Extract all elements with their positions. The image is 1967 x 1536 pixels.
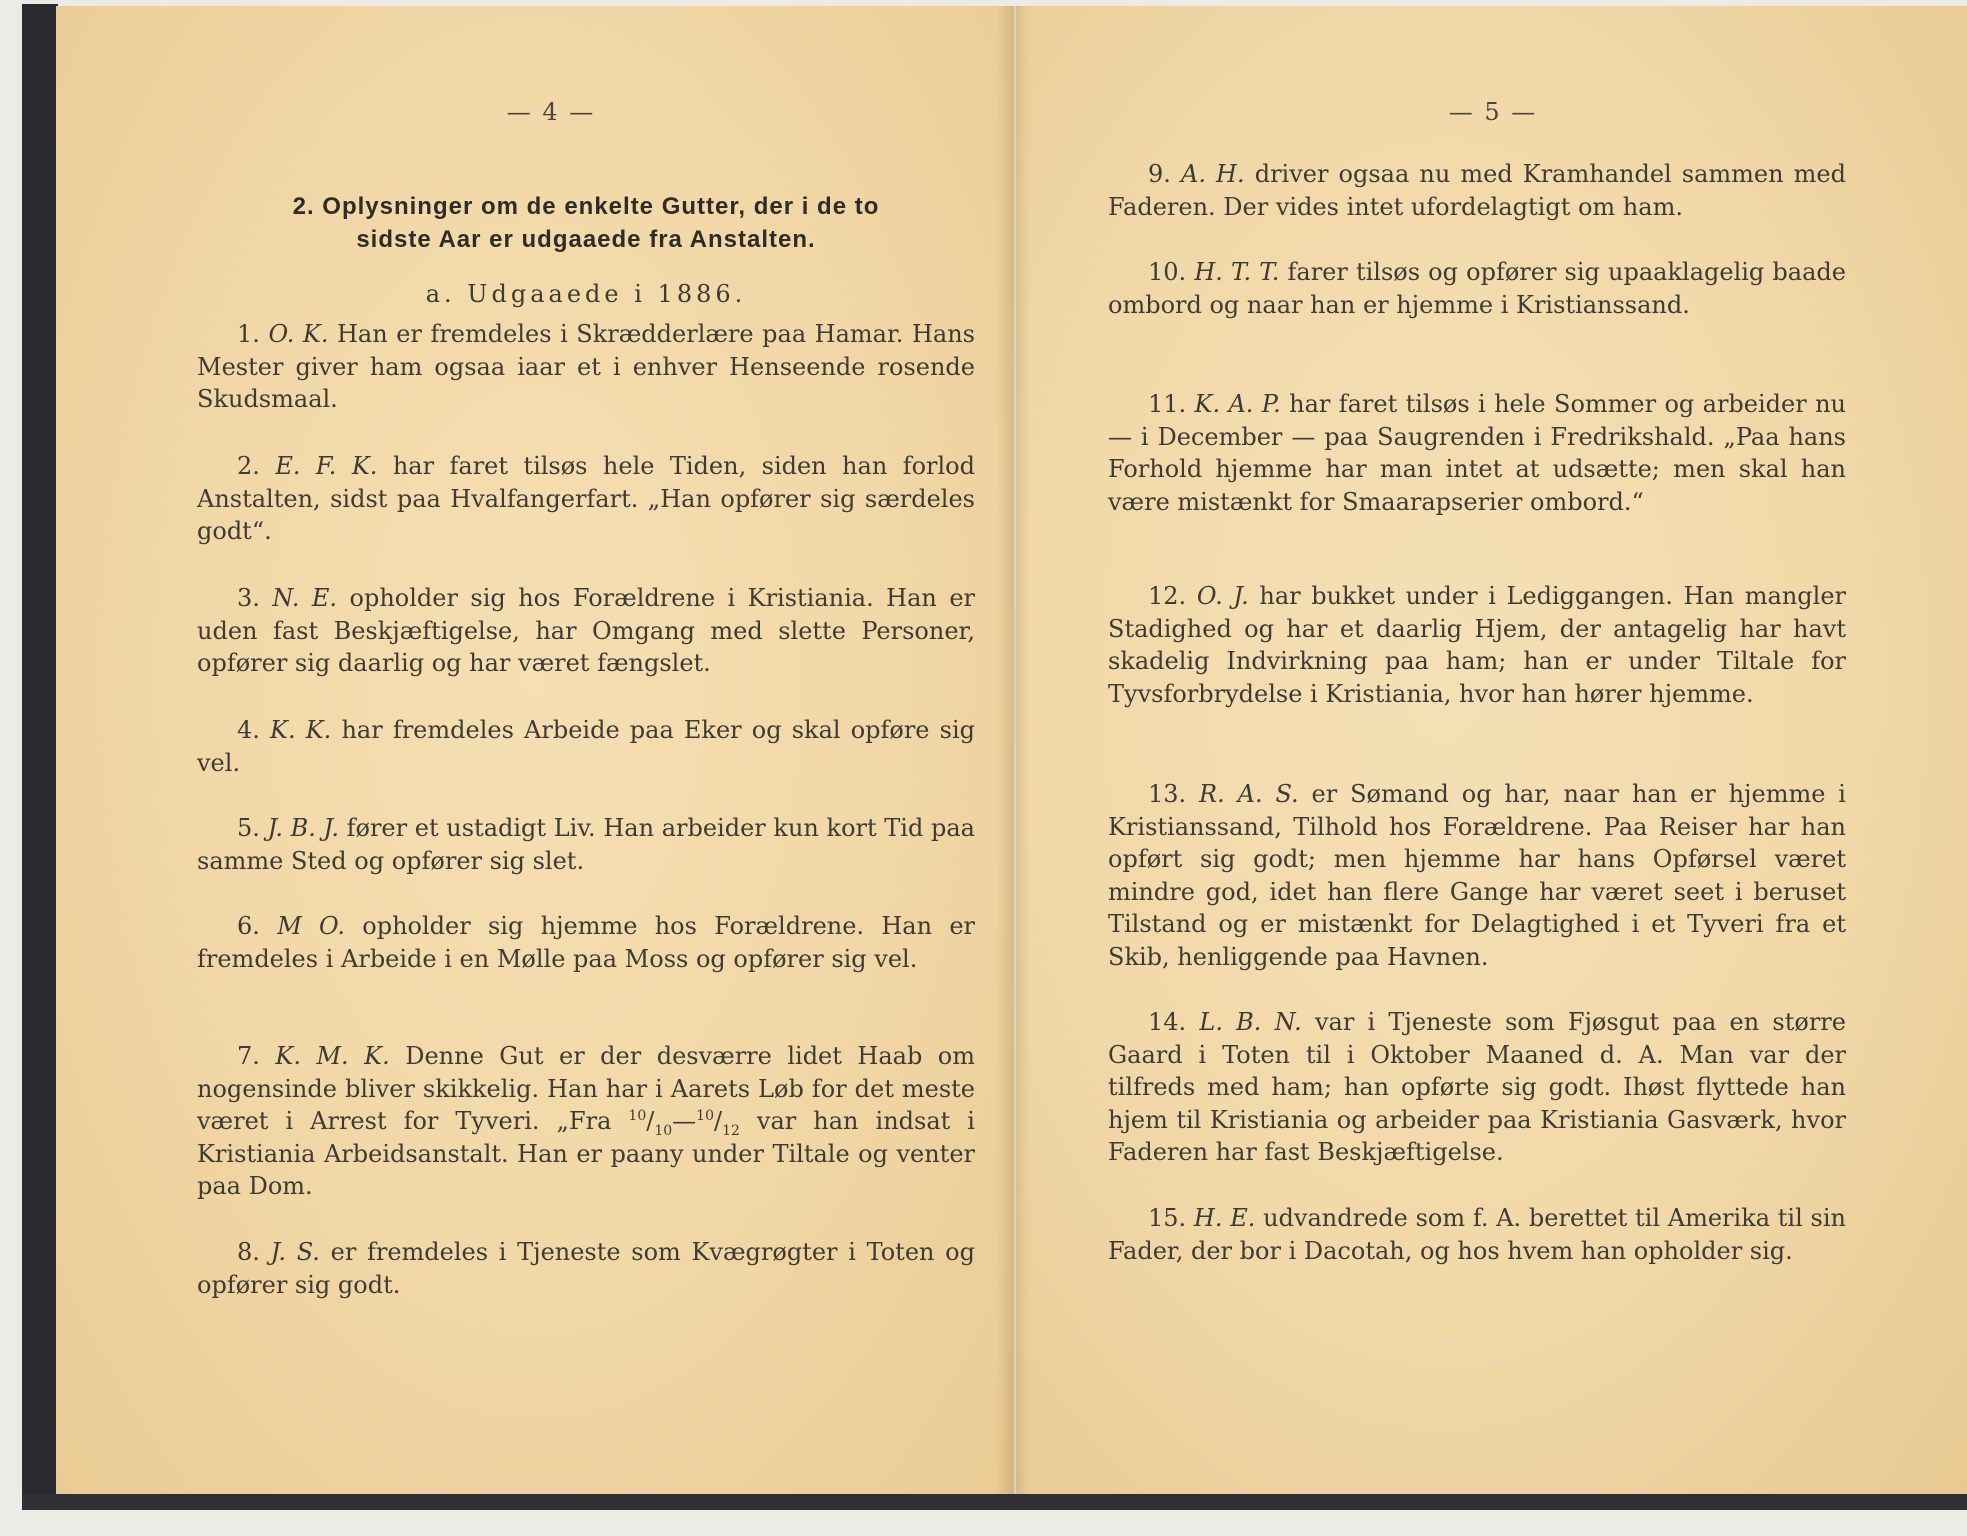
entry-text: driver ogsaa nu med Kramhandel sammen med Faderen. Der vides intet ufordelagtigt om ham. [1108,160,1846,221]
fraction-denominator: 12 [722,1122,740,1139]
entry-text: har fremdeles Arbeide paa Eker og skal opføre sig vel. [197,716,975,777]
entry-number: 2. [237,452,260,480]
entry-7: 7. K. M. K. Denne Gut er der desværre lidet Haab om nogensinde bliver skikkelig. Han har i Aarets Løb for det meste været i Arrest for Tyveri. „Fra $^{10}/_{10}—^{10}/_{12}$ var han indsat i Kristiania Arbeidsanstalt. Han er paany under Tiltale og venter paa Dom. [197,1042,975,1200]
entry-number: 14. [1148,1008,1187,1036]
entry-number: 6. [237,912,260,940]
entry-initials: K. A. P. [1194,390,1281,418]
entry-text: opholder sig hjemme hos Forældrene. Han er fremdeles i Arbeide i en Mølle paa Moss og opfører sig vel. [197,912,975,973]
entry-text-continued: var han indsat i Kristiania Arbeidsanstalt. Han er paany under Tiltale og venter paa Dom. [197,1107,975,1200]
entry-text: var i Tjeneste som Fjøsgut paa en større Gaard i Toten til i Oktober Maaned d. A. Man var der tilfreds med ham; han opførte sig godt. Ihøst flyttede han hjem til Kristiania og arbeider paa Kristiania Gasværk, hvor Faderen har fast Beskjæftigelse. [1108,1008,1846,1166]
entry-number: 3. [237,584,260,612]
entry-initials: R. A. S. [1199,780,1299,808]
left-page [56,6,1014,1496]
entry-13 [1108,778,1846,973]
fraction-numerator: 10 [696,1108,714,1124]
fraction-denominator: 10 [654,1122,673,1139]
entry-text: er fremdeles i Tjeneste som Kvægrøgter i Toten og opfører sig godt. [197,1238,975,1299]
entry-text: Han er fremdeles i Skrædderlære paa Hamar. Hans Mester giver ham ogsaa iaar et i enhver Henseende rosende Skudsmaal. [197,320,975,413]
entry-initials: H. T. T. [1194,258,1280,286]
entry-11 [1108,388,1846,518]
entry-initials: K. K. [270,716,332,744]
entry-number: 15. [1148,1204,1187,1232]
heading-line-2: sidste Aar er udgaaede fra Anstalten. [356,226,816,253]
entry-3 [197,582,975,680]
entry-2 [197,450,975,548]
heading-line-1: 2. Oplysninger om de enkelte Gutter, der i de to [292,193,880,220]
page-number: — 4 — [506,98,596,126]
entry-number: 4. [237,716,260,744]
entry-number: 10. [1148,258,1187,286]
entry-initials: L. B. N. [1199,1008,1302,1036]
entry-text: farer tilsøs og opfører sig upaaklagelig baade ombord og naar han er hjemme i Kristianssand. [1108,258,1846,319]
entry-number: 13. [1148,780,1187,808]
section-heading [197,190,975,256]
entry-initials: N. E. [272,584,338,612]
entry-5 [197,812,975,877]
entry-number: 9. [1148,160,1171,188]
entry-initials: E. F. K. [275,452,378,480]
entry-number: 5. [237,814,260,842]
scan-bottom-edge [22,1494,1967,1510]
entry-initials: J. S. [270,1238,320,1266]
entry-12 [1108,580,1846,710]
entry-initials: M O. [277,912,345,940]
entry-8 [197,1236,975,1301]
entry-initials: O. K. [268,320,329,348]
fraction-numerator: 10 [628,1108,647,1124]
entry-text: udvandrede som f. A. berettet til Amerika til sin Fader, der bor i Dacotah, og hos hvem han opholder sig. [1108,1204,1846,1265]
entry-text: har bukket under i Lediggangen. Han mangler Stadighed og har et daarlig Hjem, der antagelig har havt skadelig Indvirkning paa ham; han er under Tiltale for Tyvsforbrydelse i Kristiania, hvor han hører hjemme. [1108,582,1847,708]
entry-number: 8. [237,1238,260,1266]
page-number: — 5 — [1448,98,1538,126]
date-range-dash: — [672,1107,697,1135]
entry-initials: K. M. K. [275,1042,390,1070]
entry-initials: H. E. [1193,1204,1256,1232]
entry-initials: A. H. [1181,160,1245,188]
entry-9 [1108,158,1846,223]
book-edge-shadow [22,4,58,1504]
subheading: a. Udgaaede i 1886. [425,280,747,308]
entry-number: 11. [1148,390,1187,418]
entry-text: fører et ustadigt Liv. Han arbeider kun kort Tid paa samme Sted og opfører sig slet. [197,814,975,875]
book-gutter [996,6,1030,1496]
right-page [1016,6,1967,1496]
entry-6 [197,910,975,975]
entry-initials: J. B. J. [267,814,339,842]
entry-number: 7. [237,1042,260,1070]
entry-4 [197,714,975,779]
entry-text: er Sømand og har, naar han er hjemme i Kristianssand, Tilhold hos Forældrene. Paa Reiser har han opført sig godt; men hjemme har hans Opførsel været mindre god, idet han flere Gange har været seet i beruset Tilstand og er mistænkt for Delagtighed i et Tyveri fra et Skib, henliggende paa Havnen. [1108,780,1846,971]
entry-text: opholder sig hos Forældrene i Kristiania. Han er uden fast Beskjæftigelse, har Omgang med slette Personer, opfører sig daarlig og har været fængslet. [197,584,975,677]
entry-14 [1108,1006,1846,1169]
entry-10 [1108,256,1846,321]
entry-15 [1108,1202,1846,1267]
entry-number: 12. [1148,582,1187,610]
entry-text: har faret tilsøs hele Tiden, siden han forlod Anstalten, sidst paa Hvalfangerfart. „Han opfører sig særdeles godt“. [197,452,975,545]
entry-initials: O. J. [1196,582,1249,610]
entry-text: har faret tilsøs i hele Sommer og arbeider nu — i December — paa Saugrenden i Fredrikshald. „Paa hans Forhold hjemme har man intet at udsætte; men skal han være mistænkt for Smaarapserier ombord.“ [1108,390,1846,516]
entry-1 [197,318,975,416]
entry-text: Denne Gut er der desværre lidet Haab om nogensinde bliver skikkelig. Han har i Aarets Løb for det meste været i Arrest for Tyveri. „Fra [197,1042,975,1135]
entry-number: 1. [237,320,260,348]
